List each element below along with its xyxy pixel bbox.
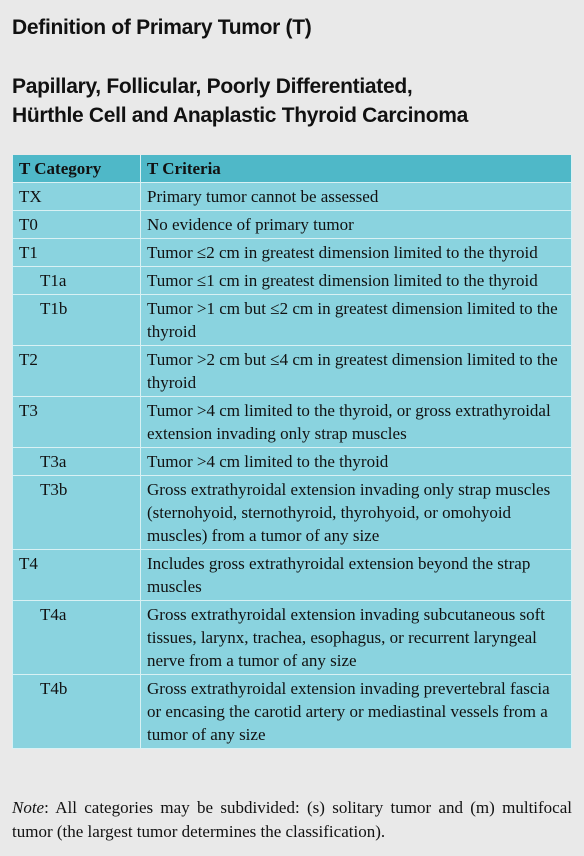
t-criteria-cell: Tumor >4 cm limited to the thyroid xyxy=(141,448,572,476)
table-row xyxy=(13,550,572,601)
t-criteria-cell: Gross extrathyroidal extension invading prevertebral fascia or encasing the carotid artery or mediastinal vessels from a tumor of any size xyxy=(141,675,572,749)
header-t-category: T Category xyxy=(13,155,141,183)
t-criteria-cell: Tumor ≤2 cm in greatest dimension limited to the thyroid xyxy=(141,239,572,267)
table-row xyxy=(13,675,572,749)
t-category-cell: T0 xyxy=(13,211,141,239)
note-text: : All categories may be subdivided: (s) solitary tumor and (m) multifocal tumor (the largest tumor determines the classification). xyxy=(12,798,572,841)
t-criteria-cell: No evidence of primary tumor xyxy=(141,211,572,239)
t-criteria-cell: Tumor >1 cm but ≤2 cm in greatest dimension limited to the thyroid xyxy=(141,295,572,346)
t-category-cell: T3 xyxy=(13,397,141,448)
t-category-cell: T3a xyxy=(13,448,141,476)
t-criteria-cell: Gross extrathyroidal extension invading only strap muscles (sternohyoid, sternothyroid, thyrohyoid, or omohyoid muscles) from a tumor of any size xyxy=(141,476,572,550)
t-category-cell: TX xyxy=(13,183,141,211)
table-header-row xyxy=(13,155,572,183)
t-criteria-cell: Tumor >2 cm but ≤4 cm in greatest dimension limited to the thyroid xyxy=(141,346,572,397)
t-criteria-cell: Gross extrathyroidal extension invading subcutaneous soft tissues, larynx, trachea, esophagus, or recurrent laryngeal nerve from a tumor of any size xyxy=(141,601,572,675)
t-category-cell: T4b xyxy=(13,675,141,749)
table-row xyxy=(13,448,572,476)
t-category-cell: T4 xyxy=(13,550,141,601)
t-criteria-cell: Tumor ≤1 cm in greatest dimension limited to the thyroid xyxy=(141,267,572,295)
table-row xyxy=(13,295,572,346)
table-row xyxy=(13,183,572,211)
table-row xyxy=(13,476,572,550)
t-category-cell: T1b xyxy=(13,295,141,346)
t-criteria-cell: Tumor >4 cm limited to the thyroid, or gross extrathyroidal extension invading only strap muscles xyxy=(141,397,572,448)
t-category-cell: T1a xyxy=(13,267,141,295)
table-row xyxy=(13,267,572,295)
t-category-cell: T2 xyxy=(13,346,141,397)
t-category-cell: T3b xyxy=(13,476,141,550)
t-category-cell: T4a xyxy=(13,601,141,675)
subtitle-line-1: Papillary, Follicular, Poorly Differentiated, xyxy=(12,75,413,98)
table-subtitle xyxy=(12,72,572,130)
subtitle-line-2: Hürthle Cell and Anaplastic Thyroid Carcinoma xyxy=(12,104,468,127)
footnote xyxy=(12,796,572,844)
note-label: Note xyxy=(12,798,45,817)
table-row xyxy=(13,211,572,239)
t-criteria-cell: Primary tumor cannot be assessed xyxy=(141,183,572,211)
header-t-criteria: T Criteria xyxy=(141,155,572,183)
table-row xyxy=(13,397,572,448)
t-category-cell: T1 xyxy=(13,239,141,267)
table-row xyxy=(13,239,572,267)
page-title: Definition of Primary Tumor (T) xyxy=(12,16,312,39)
table-row xyxy=(13,601,572,675)
t-category-table xyxy=(12,155,572,749)
table-row xyxy=(13,346,572,397)
t-criteria-cell: Includes gross extrathyroidal extension beyond the strap muscles xyxy=(141,550,572,601)
